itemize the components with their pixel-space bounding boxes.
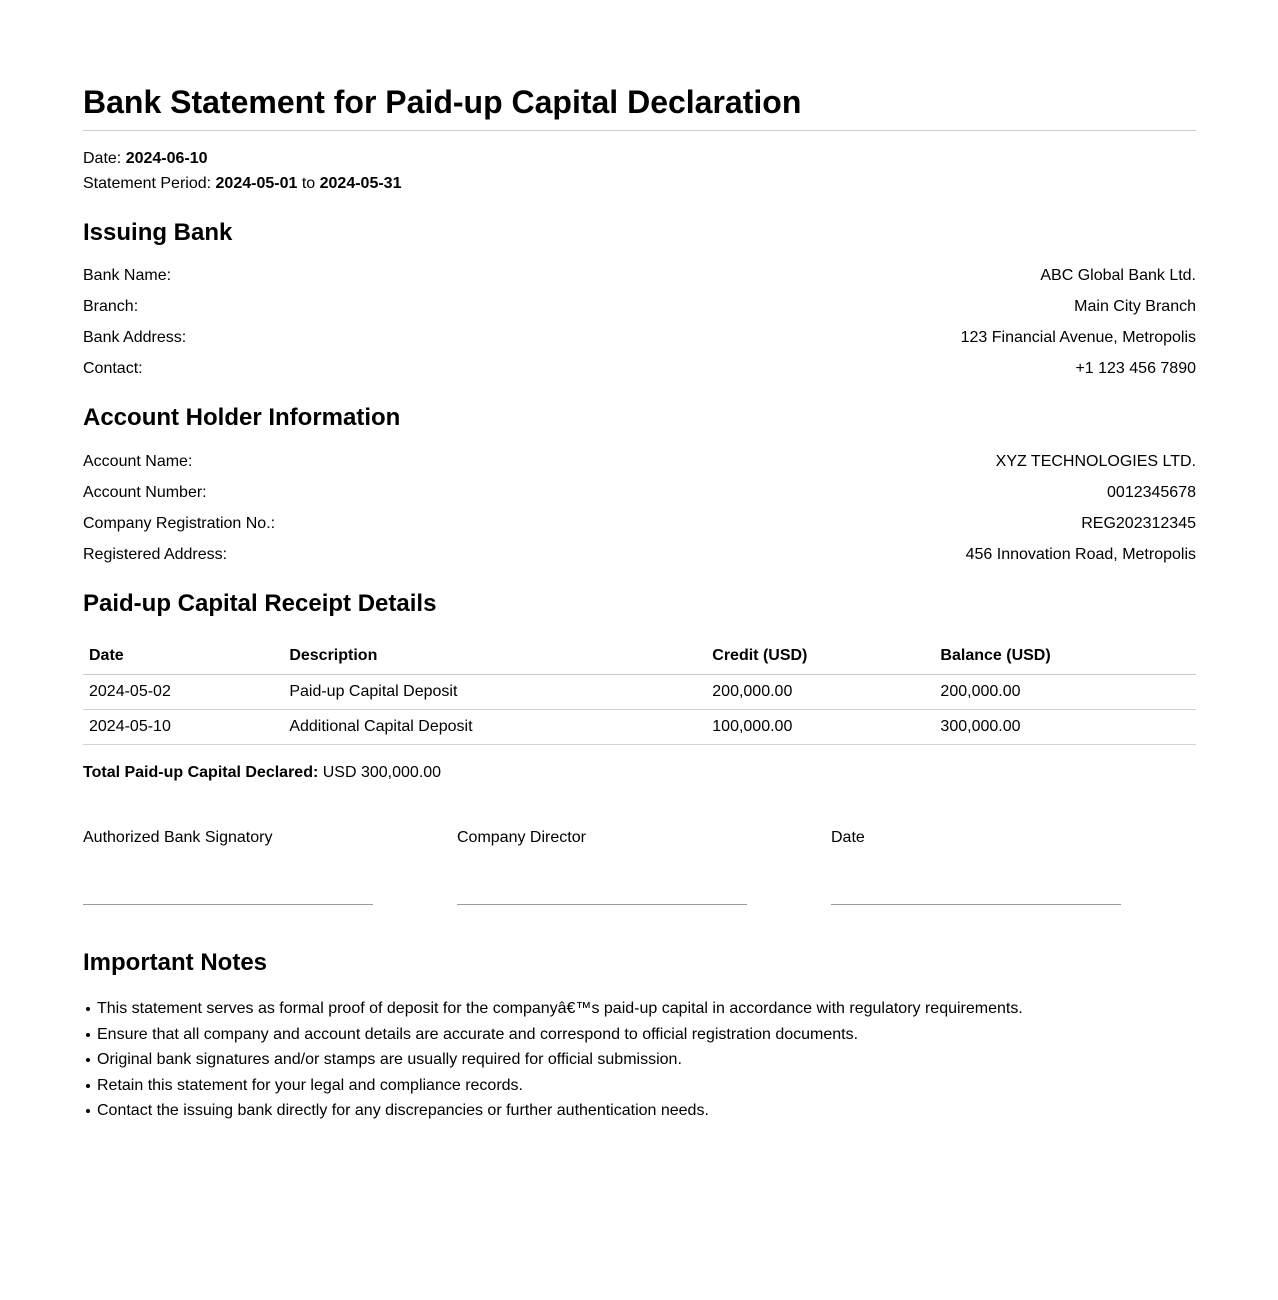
signature-section <box>83 828 1196 905</box>
cell-credit: 100,000.00 <box>706 709 934 744</box>
cell-description: Additional Capital Deposit <box>283 709 706 744</box>
company-registration-value: REG202312345 <box>1081 514 1196 532</box>
title-divider <box>83 130 1196 131</box>
registered-address-value: 456 Innovation Road, Metropolis <box>965 545 1196 563</box>
account-number-row <box>83 483 1196 502</box>
table-row <box>83 709 1196 744</box>
bank-address-value: 123 Financial Avenue, Metropolis <box>960 329 1196 347</box>
note-item: Contact the issuing bank directly for any discrepancies or further authentication needs. <box>83 1098 1196 1124</box>
signature-line-date <box>831 904 1121 905</box>
account-name-label: Account Name: <box>83 452 193 470</box>
account-name-row <box>83 452 1196 471</box>
statement-date <box>83 149 1196 168</box>
page-title: Bank Statement for Paid-up Capital Declaration <box>83 84 802 120</box>
bank-address-label: Bank Address: <box>83 329 187 347</box>
statement-period-joiner: to <box>301 174 316 192</box>
column-header-date: Date <box>83 638 283 675</box>
company-registration-label: Company Registration No.: <box>83 514 276 532</box>
statement-period-end: 2024-05-31 <box>319 174 402 192</box>
note-item: Original bank signatures and/or stamps are usually required for official submission. <box>83 1047 1196 1073</box>
signature-label-director: Company Director <box>457 828 586 846</box>
receipts-heading: Paid-up Capital Receipt Details <box>83 589 437 617</box>
receipts-table <box>83 638 1196 745</box>
contact-value: +1 123 456 7890 <box>1075 360 1196 378</box>
statement-period-start: 2024-05-01 <box>215 174 298 192</box>
contact-row <box>83 359 1196 378</box>
statement-date-label: Date: <box>83 149 122 167</box>
note-item: Ensure that all company and account details are accurate and correspond to official registration documents. <box>83 1022 1196 1048</box>
branch-value: Main City Branch <box>1074 298 1196 316</box>
account-holder-heading: Account Holder Information <box>83 404 401 432</box>
signature-label-bank: Authorized Bank Signatory <box>83 828 273 846</box>
statement-period-label: Statement Period: <box>83 174 212 192</box>
cell-balance: 300,000.00 <box>934 709 1196 744</box>
branch-row <box>83 297 1196 316</box>
signature-line-director <box>457 904 747 905</box>
bank-name-row <box>83 266 1196 285</box>
signature-line-bank <box>83 904 373 905</box>
cell-description: Paid-up Capital Deposit <box>283 674 706 709</box>
column-header-credit: Credit (USD) <box>706 638 934 675</box>
column-header-description: Description <box>283 638 706 675</box>
note-item: Retain this statement for your legal and compliance records. <box>83 1073 1196 1099</box>
account-number-value: 0012345678 <box>1107 483 1196 501</box>
total-value: USD 300,000.00 <box>322 763 442 781</box>
cell-balance: 200,000.00 <box>934 674 1196 709</box>
company-registration-row <box>83 514 1196 533</box>
branch-label: Branch: <box>83 298 139 316</box>
registered-address-row <box>83 545 1196 564</box>
signature-col-date <box>831 828 1121 905</box>
account-number-label: Account Number: <box>83 483 207 501</box>
registered-address-label: Registered Address: <box>83 545 228 563</box>
cell-date: 2024-05-02 <box>83 674 283 709</box>
bank-name-value: ABC Global Bank Ltd. <box>1040 267 1196 285</box>
signature-col-bank <box>83 828 373 905</box>
total-paid-up-capital <box>83 763 1196 782</box>
bank-name-label: Bank Name: <box>83 267 172 285</box>
table-row <box>83 674 1196 709</box>
issuing-bank-heading: Issuing Bank <box>83 218 233 246</box>
signature-col-director <box>457 828 747 905</box>
table-header-row <box>83 638 1196 675</box>
column-header-balance: Balance (USD) <box>934 638 1196 675</box>
bank-address-row <box>83 328 1196 347</box>
signature-label-date: Date <box>831 828 865 846</box>
cell-credit: 200,000.00 <box>706 674 934 709</box>
note-item: This statement serves as formal proof of deposit for the companyâ€™s paid-up capital in accordance with regulatory requirements. <box>83 996 1196 1022</box>
notes-heading: Important Notes <box>83 948 268 976</box>
account-name-value: XYZ TECHNOLOGIES LTD. <box>995 452 1196 470</box>
contact-label: Contact: <box>83 360 143 378</box>
notes-list <box>83 996 1196 1124</box>
statement-date-value: 2024-06-10 <box>125 149 208 167</box>
cell-date: 2024-05-10 <box>83 709 283 744</box>
total-label: Total Paid-up Capital Declared: <box>83 763 319 781</box>
statement-period <box>83 174 1196 193</box>
